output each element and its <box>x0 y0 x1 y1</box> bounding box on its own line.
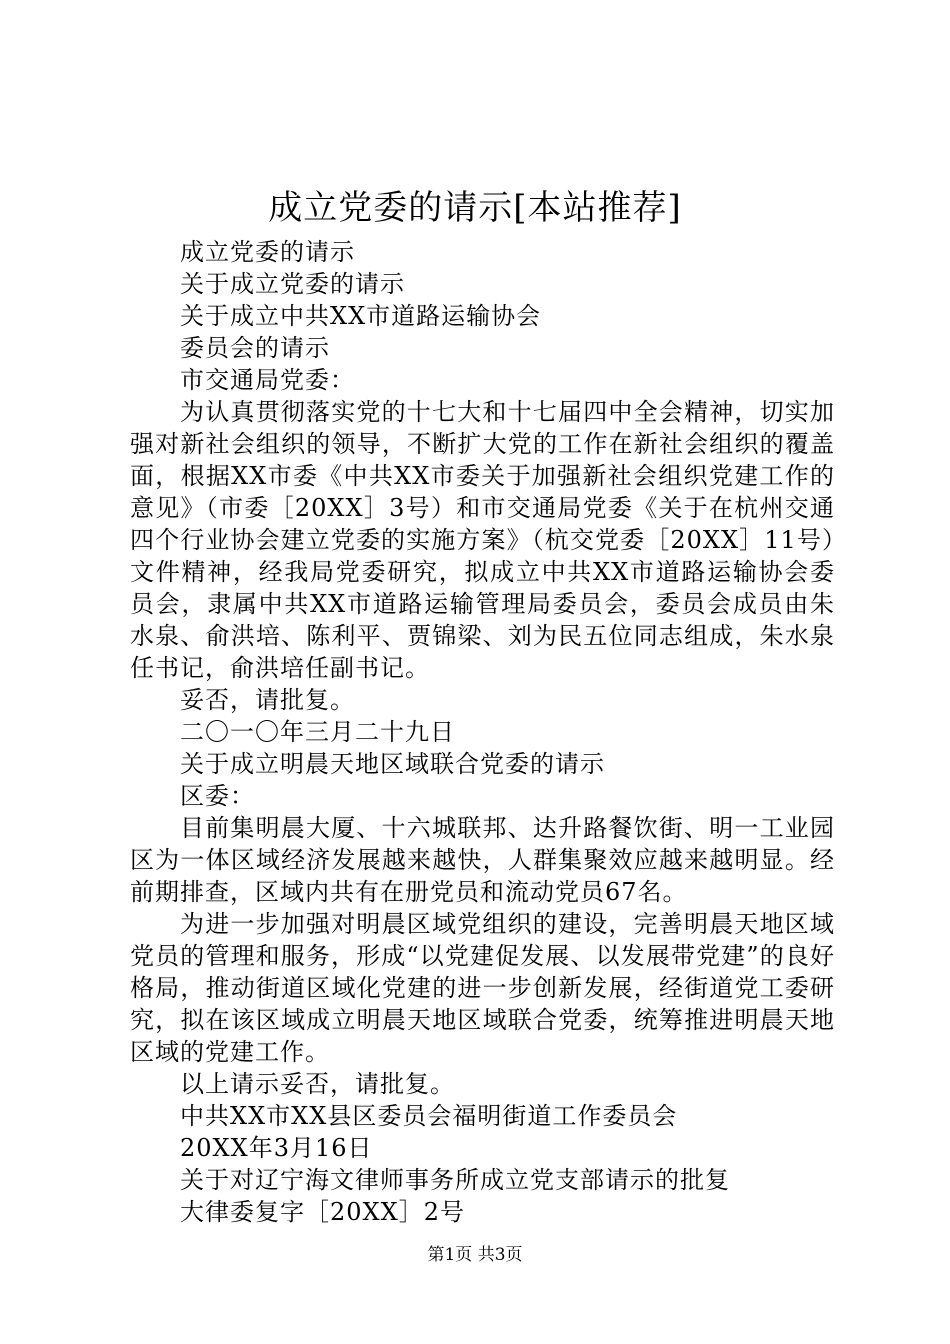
paragraph-13: 以上请示妥否，请批复。 <box>180 1070 455 1098</box>
paragraph-1: 成立党委的请示 <box>180 238 355 266</box>
paragraph-8: 二〇一〇年三月二十九日 <box>180 718 455 746</box>
document-title: 成立党委的请示[本站推荐] <box>268 188 682 228</box>
paragraph-5: 市交通局党委： <box>180 366 355 394</box>
paragraph-9: 关于成立明晨天地区域联合党委的请示 <box>180 750 605 778</box>
paragraph-11: 目前集明晨大厦、十六城联邦、达升路餐饮街、明一工业园区为一体区域经济发展越来越快，人群集聚效应越来越明显。经前期排查，区域内共有在册党员和流动党员67名。 <box>130 814 835 906</box>
paragraph-17: 大律委复字［20XX］2号 <box>180 1198 465 1226</box>
paragraph-15: 20XX年3月16日 <box>180 1134 373 1162</box>
page-indicator: 第1页 共3页 <box>427 1245 523 1265</box>
paragraph-16: 关于对辽宁海文律师事务所成立党支部请示的批复 <box>180 1166 730 1194</box>
paragraph-12: 为进一步加强对明晨区域党组织的建设，完善明晨天地区域党员的管理和服务，形成“以党建促发展、以发展带党建”的良好格局，推动街道区域化党建的进一步创新发展，经街道党工委研究，拟在该区域成立明晨天地区域联合党委，统筹推进明晨天地区域的党建工作。 <box>130 910 835 1066</box>
paragraph-6: 为认真贯彻落实党的十七大和十七届四中全会精神，切实加强对新社会组织的领导，不断扩大党的工作在新社会组织的覆盖面，根据XX市委《中共XX市委关于加强新社会组织党建工作的意见》（市委［20XX］3号）和市交通局党委《关于在杭州交通四个行业协会建立党委的实施方案》（杭交党委［20XX］11号）文件精神，经我局党委研究，拟成立中共XX市道路运输协会委员会，隶属中共XX市道路运输管理局委员会，委员会成员由朱水泉、俞洪培、陈利平、贾锦梁、刘为民五位同志组成，朱水泉任书记，俞洪培任副书记。 <box>130 398 835 682</box>
paragraph-2: 关于成立党委的请示 <box>180 270 405 298</box>
document-body <box>130 236 835 1228</box>
paragraph-3: 关于成立中共XX市道路运输协会 <box>180 302 542 330</box>
paragraph-4: 委员会的请示 <box>180 334 330 362</box>
paragraph-14: 中共XX市XX县区委员会福明街道工作委员会 <box>180 1102 678 1130</box>
paragraph-10: 区委： <box>180 782 255 810</box>
paragraph-7: 妥否，请批复。 <box>180 686 355 714</box>
